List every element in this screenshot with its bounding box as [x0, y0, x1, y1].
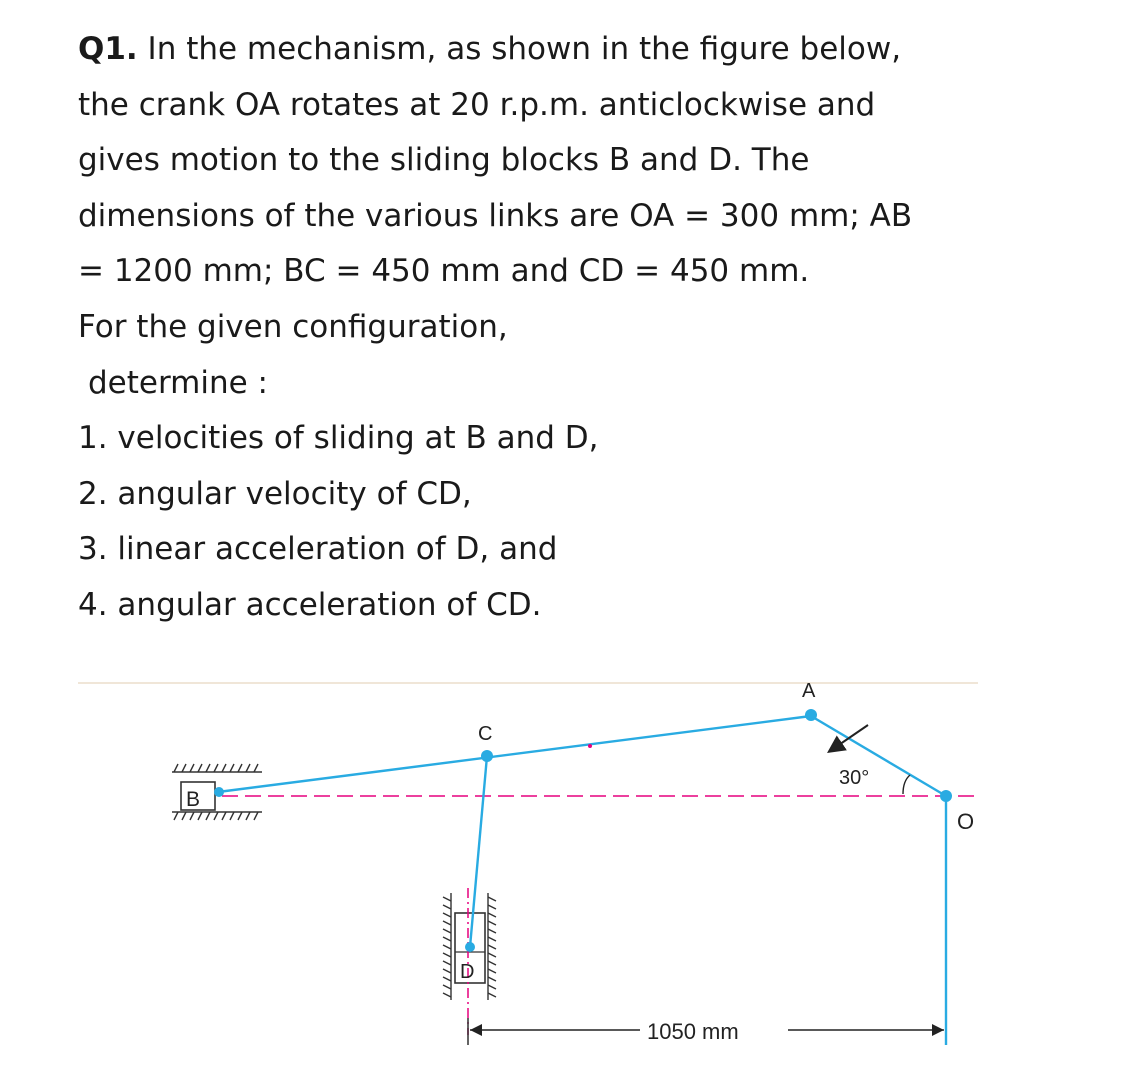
label-B: B	[186, 788, 201, 811]
task-2: 2. angular velocity of CD,	[78, 475, 472, 512]
question-line-5: = 1200 mm; BC = 450 mm and CD = 450 mm.	[78, 253, 810, 290]
joint-B	[214, 787, 224, 797]
task-1: 1. velocities of sliding at B and D,	[78, 420, 599, 457]
joint-C	[481, 750, 493, 762]
label-C: C	[478, 723, 493, 745]
task-3: 3. linear acceleration of D, and	[78, 531, 558, 568]
link-OA	[811, 716, 946, 796]
question-line-7: determine :	[88, 364, 269, 401]
joint-D	[465, 942, 475, 952]
label-O: O	[957, 809, 975, 834]
joint-O	[940, 790, 952, 802]
link-AB	[218, 716, 811, 792]
question-line-3: gives motion to the sliding blocks B and D. The	[78, 142, 810, 179]
question-line-6: For the given configuration,	[78, 308, 508, 345]
task-4: 4. angular acceleration of CD.	[78, 586, 542, 623]
question-line-4: dimensions of the various links are OA = 300 mm; AB	[78, 197, 913, 234]
question-line-2: the crank OA rotates at 20 r.p.m. anticlockwise and	[78, 86, 876, 123]
angle-label: 30°	[839, 767, 870, 789]
label-A: A	[802, 680, 816, 702]
mark-dot	[588, 744, 592, 748]
question-number: Q1.	[78, 31, 138, 67]
question-line-1: Q1. In the mechanism, as shown in the figure below,	[78, 31, 902, 67]
joint-A	[805, 709, 817, 721]
label-D: D	[460, 961, 475, 983]
dimension-label: 1050 mm	[647, 1019, 739, 1044]
angle-arc	[903, 775, 910, 794]
